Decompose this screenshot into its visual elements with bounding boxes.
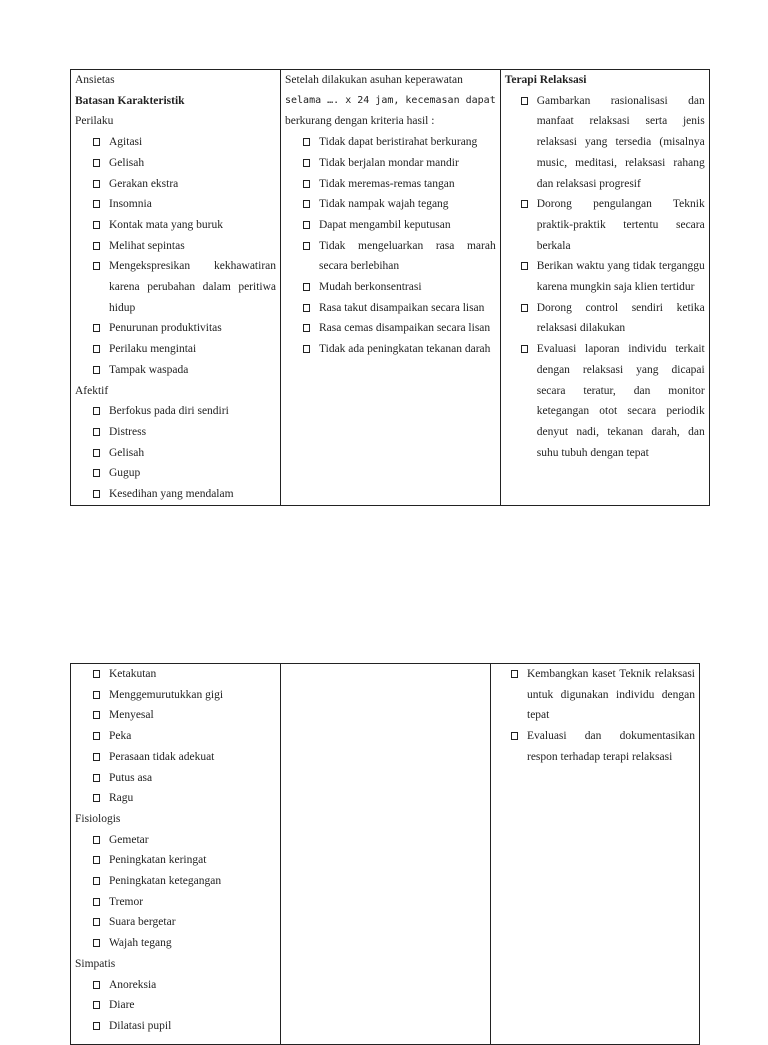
list-item: Evaluasi dan dokumentasikan respon terhadap terapi relaksasi	[509, 726, 695, 767]
list-item: Dilatasi pupil	[91, 1016, 276, 1037]
list-item: Rasa cemas disampaikan secara lisan	[301, 318, 496, 339]
group-heading-perilaku: Perilaku	[75, 115, 114, 128]
list-item: Peka	[91, 726, 276, 747]
list-item: Dorong pengulangan Teknik praktik-praktik tertentu secara berkala	[519, 194, 705, 256]
list-item: Gerakan ekstra	[91, 174, 276, 195]
list-item: Menggemurutukkan gigi	[91, 685, 276, 706]
list-item: Tidak ada peningkatan tekanan darah	[301, 339, 496, 360]
group-heading-simpatis: Simpatis	[75, 957, 116, 970]
list-item: Perasaan tidak adekuat	[91, 747, 276, 768]
list-item: Kesedihan yang mendalam	[91, 484, 276, 505]
group-heading-fisiologis: Fisiologis	[75, 812, 121, 825]
list-item: Penurunan produktivitas	[91, 318, 276, 339]
list-item: Gugup	[91, 463, 276, 484]
diagnosis-subtitle: Batasan Karakteristik	[75, 94, 185, 107]
list-item: Berfokus pada diri sendiri	[91, 401, 276, 422]
list-item: Peningkatan ketegangan	[91, 871, 276, 892]
list-item: Tidak dapat beristirahat berkurang	[301, 132, 496, 153]
outcome-intro-line-3: berkurang dengan kriteria hasil :	[285, 115, 435, 128]
list-item: Putus asa	[91, 768, 276, 789]
list-item: Berikan waktu yang tidak terganggu karena mungkin saja klien tertidur	[519, 256, 705, 297]
list-item: Kontak mata yang buruk	[91, 215, 276, 236]
diagnosis-title: Ansietas	[75, 74, 115, 86]
list-item: Distress	[91, 422, 276, 443]
outcome-cell-empty	[281, 664, 491, 1045]
outcome-cell	[281, 70, 501, 506]
list-item: Suara bergetar	[91, 912, 276, 933]
list-item: Tidak meremas-remas tangan	[301, 174, 496, 195]
group-heading-afektif: Afektif	[75, 384, 109, 397]
list-item: Tidak nampak wajah tegang	[301, 194, 496, 215]
diagnosis-cell	[71, 664, 281, 1045]
list-item: Tidak berjalan mondar mandir	[301, 153, 496, 174]
table-row	[71, 664, 700, 1045]
fisiologis-list	[75, 830, 276, 954]
list-item: Dorong control sendiri ketika relaksasi dilakukan	[519, 298, 705, 339]
outcome-list	[285, 132, 496, 360]
list-item: Rasa takut disampaikan secara lisan	[301, 298, 496, 319]
list-item: Gambarkan rasionalisasi dan manfaat relaksasi serta jenis relaksasi yang tersedia (misalnya music, meditasi, relaksasi rahang dan relaksasi progresif	[519, 91, 705, 195]
list-item: Dapat mengambil keputusan	[301, 215, 496, 236]
list-item: Kembangkan kaset Teknik relaksasi untuk digunakan individu dengan tepat	[509, 664, 695, 726]
list-item: Evaluasi laporan individu terkait dengan relaksasi yang dicapai secara teratur, dan monitor ketegangan otot secara periodik denyut nadi, tekanan darah, dan suhu tubuh dengan tepat	[519, 339, 705, 463]
intervention-list	[505, 91, 705, 464]
care-plan-table-1	[70, 69, 710, 506]
list-item: Tidak mengeluarkan rasa marah secara berlebihan	[301, 236, 496, 277]
list-item: Tampak waspada	[91, 360, 276, 381]
list-item: Melihat sepintas	[91, 236, 276, 257]
intervention-title: Terapi Relaksasi	[504, 74, 587, 86]
care-plan-table-2	[70, 663, 700, 1045]
intervention-cell	[491, 664, 700, 1045]
list-item: Insomnia	[91, 194, 276, 215]
table-row	[71, 70, 710, 506]
list-item: Gelisah	[91, 443, 276, 464]
list-item: Perilaku mengintai	[91, 339, 276, 360]
list-item: Gelisah	[91, 153, 276, 174]
intervention-cell	[500, 70, 709, 506]
list-item: Ketakutan	[91, 664, 276, 685]
list-item: Ragu	[91, 788, 276, 809]
diagnosis-cell	[71, 70, 281, 506]
intervention-list-continued	[495, 664, 695, 768]
list-item: Diare	[91, 995, 276, 1016]
list-item: Anoreksia	[91, 975, 276, 996]
list-item: Peningkatan keringat	[91, 850, 276, 871]
afektif-list-continued	[75, 664, 276, 809]
list-item: Agitasi	[91, 132, 276, 153]
perilaku-list	[75, 132, 276, 380]
list-item: Wajah tegang	[91, 933, 276, 954]
list-item: Mengekspresikan kekhawatiran karena perubahan dalam peritiwa hidup	[91, 256, 276, 318]
list-item: Menyesal	[91, 705, 276, 726]
simpatis-list	[75, 975, 276, 1037]
outcome-intro-line-2: selama …. x 24 jam, kecemasan dapat	[285, 94, 496, 106]
list-item: Gemetar	[91, 830, 276, 851]
afektif-list	[75, 401, 276, 505]
outcome-intro-line-1: Setelah dilakukan asuhan keperawatan	[285, 74, 463, 86]
list-item: Mudah berkonsentrasi	[301, 277, 496, 298]
list-item: Tremor	[91, 892, 276, 913]
